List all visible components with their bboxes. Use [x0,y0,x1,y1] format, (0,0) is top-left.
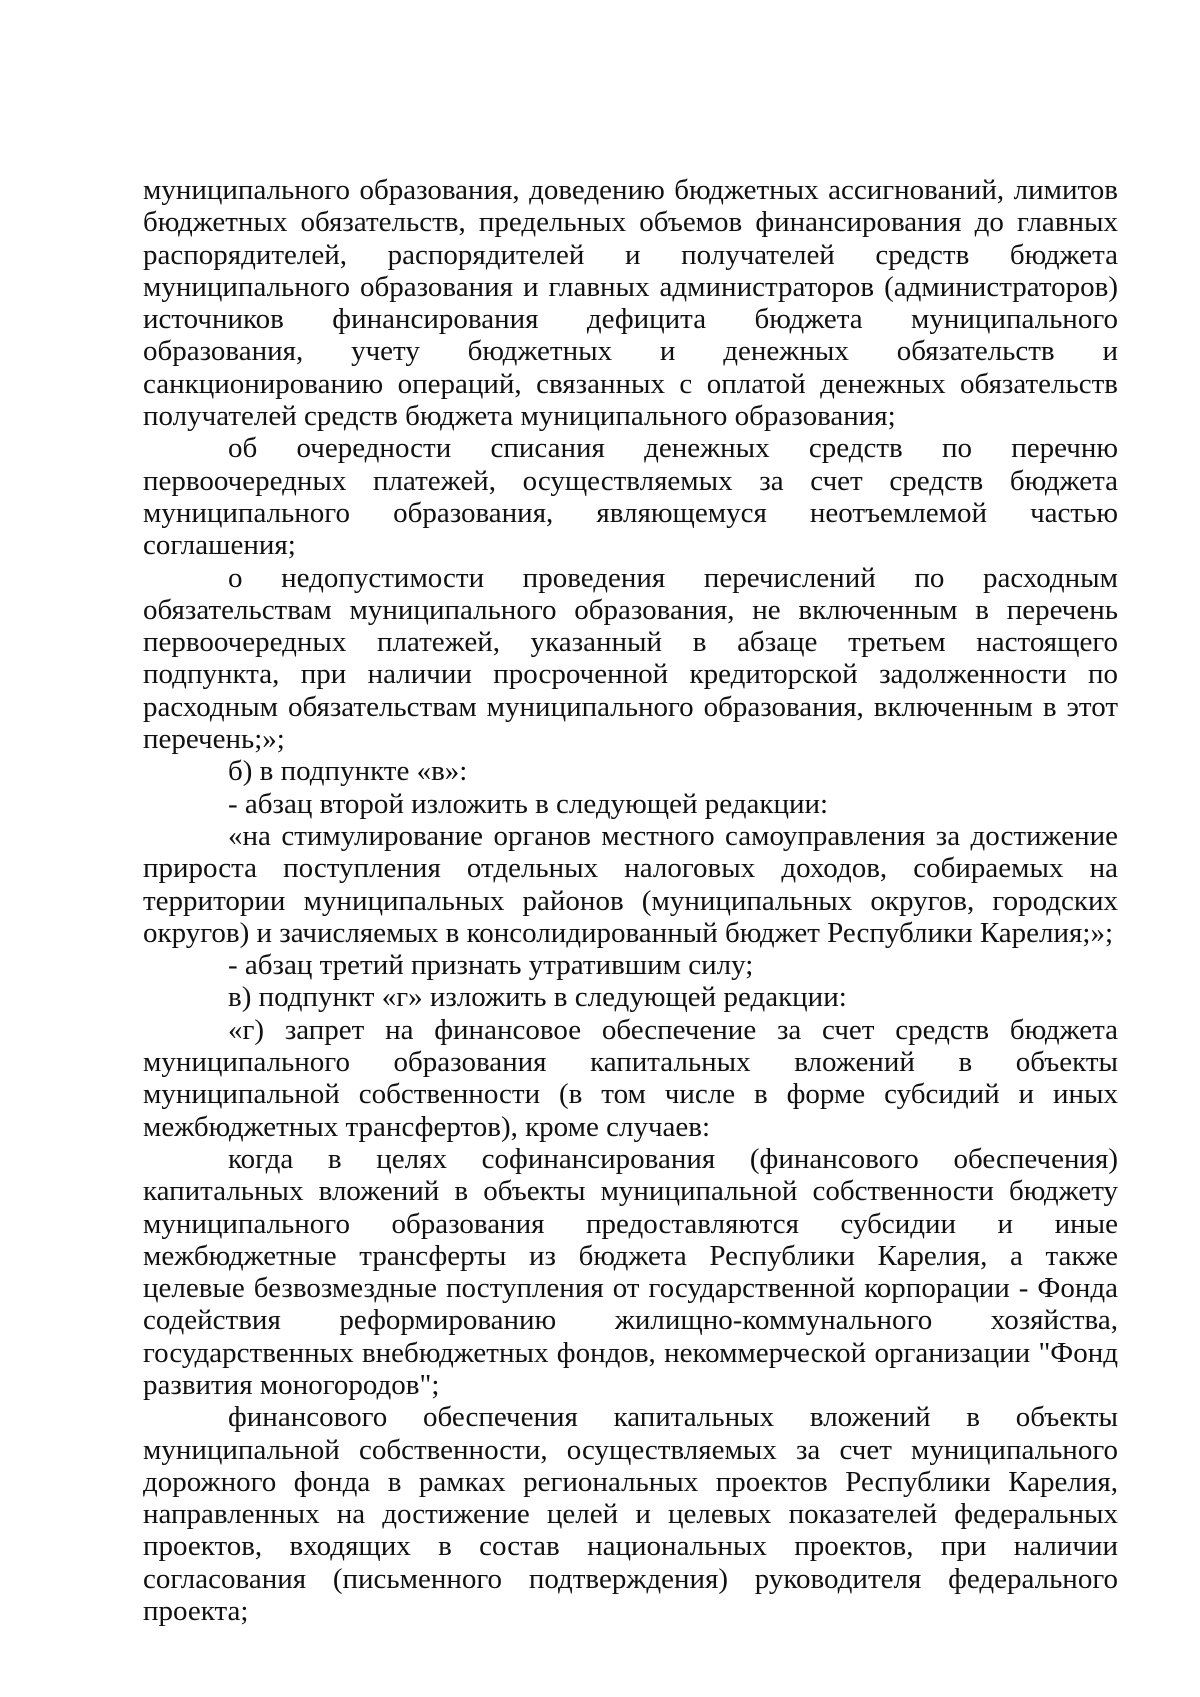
paragraph-second-clause: - абзац второй изложить в следующей редакции: [228,787,829,820]
paragraph-subitem-b: б) в подпункте «в»: [228,755,468,788]
paragraph-cofinancing-case: когда в целях софинансирования (финансового обеспечения) капитальных вложений в объекты муниципальной собственности бюджету муниципального образования предоставляются субсидии и иные межбюджетные трансферты из бюджета Республики Карелия, а также целевые безвозмездные поступления от государственной корпорации - Фонда содействия реформированию жилищно-коммунального хозяйства, государственных внебюджетных фондов, некоммерческой организации "Фонд развития моногородов"; [143,1142,1118,1401]
paragraph-subitem-v: в) подпункт «г» изложить в следующей редакции: [228,981,847,1014]
document-body [143,174,1118,1627]
paragraph-road-fund-case: финансового обеспечения капитальных вложений в объекты муниципальной собственности, осуществляемых за счет муниципального дорожного фонда в рамках региональных проектов Республики Карелия, направленных на достижение целей и целевых показателей федеральных проектов, входящих в состав национальных проектов, при наличии согласования (письменного подтверждения) руководителя федерального проекта; [143,1401,1118,1628]
paragraph-transfer-prohibition: о недопустимости проведения перечислений по расходным обязательствам муниципального образования, не включенным в перечень первоочередных платежей, указанный в абзаце третьем настоящего подпункта, при наличии просроченной кредиторской задолженности по расходным обязательствам муниципального образования, включенным в этот перечень;»; [143,561,1118,756]
paragraph-stimulation: «на стимулирование органов местного самоуправления за достижение прироста поступления отдельных налоговых доходов, собираемых на территории муниципальных районов (муниципальных округов, городских округов) и зачисляемых в консолидированный бюджет Республики Карелия;»; [143,819,1118,949]
paragraph-subitem-g: «г) запрет на финансовое обеспечение за счет средств бюджета муниципального образования капитальных вложений в объекты муниципальной собственности (в том числе в форме субсидий и иных межбюджетных трансфертов), кроме случаев: [143,1013,1118,1143]
paragraph-priority-write-off: об очередности списания денежных средств по перечню первоочередных платежей, осуществляемых за счет средств бюджета муниципального образования, являющемуся неотъемлемой частью соглашения; [143,432,1118,562]
paragraph-third-clause: - абзац третий признать утратившим силу; [228,949,754,982]
paragraph-continuation: муниципального образования, доведению бюджетных ассигнований, лимитов бюджетных обязательств, предельных объемов финансирования до главных распорядителей, распорядителей и получателей средств бюджета муниципального образования и главных администраторов (администраторов) источников финансирования дефицита бюджета муниципального образования, учету бюджетных и денежных обязательств и санкционированию операций, связанных с оплатой денежных обязательств получателей средств бюджета муниципального образования; [143,174,1118,433]
